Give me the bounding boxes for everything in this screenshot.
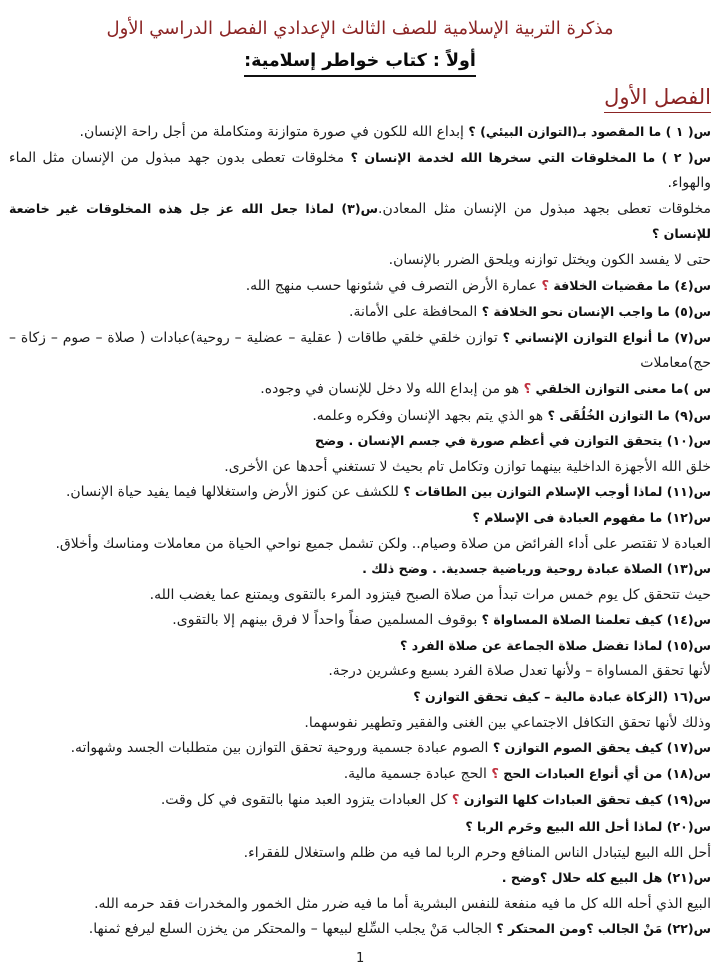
qa-line xyxy=(9,633,711,659)
question-label: س( ١ ) ما المقصود بـ(التوازن البيئي) ؟ xyxy=(468,124,711,139)
qa-line xyxy=(9,376,711,403)
question-label: س(٧) ما أنواع التوازن الإنساني ؟ xyxy=(502,329,711,345)
answer-text: العبادة لا تقتصر على أداء الفرائض من صلاة وصيام.. ولكن تشمل جميع نواحي الحياة من معاملات ومناسك وأخلاق. xyxy=(55,535,711,552)
question-label: س(١٧) كيف يحقق الصوم التوازن ؟ xyxy=(492,740,711,756)
answer-text: الجالب مَنْ يجلب السِّلع لبيعها – والمحتكر من يخزن السلع ليرفع ثمنها. xyxy=(88,921,497,938)
qa-line xyxy=(9,658,711,684)
answer-text: بوقوف المسلمين صفاً واحداً لا فرق بينهم إلا بالتقوى. xyxy=(172,612,482,629)
question-label: س(٢١) هل البيع كله حلال ؟وضح . xyxy=(501,870,711,886)
qa-line xyxy=(9,119,711,145)
answer-text: حتى لا يفسد الكون ويختل توازنه ويلحق الضرر بالإنسان. xyxy=(388,251,711,268)
answer-text: لأنها تحقق المساواة – ولأنها تعدل صلاة الفرد بسبع وعشرين درجة. xyxy=(328,663,711,680)
qa-line xyxy=(9,531,711,557)
qa-line xyxy=(9,454,711,480)
qa-line xyxy=(9,299,711,325)
qa-line xyxy=(9,273,711,300)
question-label: س( ٢ ) ما المخلوقات التي سخرها الله لخدمة الإنسان ؟ xyxy=(350,149,711,165)
answer-text: توازن خلقي خلقي طاقات ( عقلية – عضلية – روحية)عبادات ( صلاة – صوم – زكاة – حج)معاملات xyxy=(9,329,711,372)
answer-text: حيث تتحقق كل يوم خمس مرات تبدأ من صلاة الصبح فيتزود المرء بالتقوى ويمتنع عما يغضب الله. xyxy=(149,586,711,603)
question-label: س(١٢) ما مفهوم العبادة فى الإسلام ؟ xyxy=(472,509,711,525)
question-label: س(٥) ما واجب الإنسان نحو الخلافة ؟ xyxy=(481,304,711,320)
document-subtitle: أولاً : كتاب خواطر إسلامية: xyxy=(244,48,476,77)
question-mark-red: ؟ xyxy=(451,793,460,809)
question-mark-red: ؟ xyxy=(523,381,532,397)
answer-text: عمارة الأرض التصرف في شئونها حسب منهج الله. xyxy=(245,277,542,294)
answer-text: الحج عبادة جسمية مالية. xyxy=(343,765,492,782)
chapter-title-row xyxy=(9,83,711,113)
qa-line xyxy=(9,891,711,917)
answer-text: الصوم عبادة جسمية وروحية تحقق التوازن بين متطلبات الجسد وشهواته. xyxy=(70,740,493,757)
question-label: س(٢٠) لماذا أحل الله البيع وحَرم الربا ؟ xyxy=(465,819,711,835)
answer-text: خلق الله الأجهزة الداخلية بينهما توازن وتكامل تام بحيث لا تستغني أحدها عن الأخرى. xyxy=(224,458,711,475)
answer-text: مخلوقات تعطى بدون جهد مبذول من الإنسان مثل الماء والهواء. xyxy=(9,149,711,192)
chapter-title: الفصل الأول xyxy=(604,83,711,113)
qa-line xyxy=(9,865,711,891)
question-label: س(١٣) الصلاة عبادة روحية ورياضية جسدية. . وضح ذلك . xyxy=(362,561,711,577)
question-label: س(١٤) كيف تعلمنا الصلاة المساواة ؟ xyxy=(481,612,711,628)
answer-text: هو من إبداع الله ولا دخل للإنسان في وجوده. xyxy=(260,380,524,397)
question-list xyxy=(9,119,711,942)
answer-text: البيع الذي أحله الله كل ما فيه منفعة للنفس البشرية أما ما فيه ضرر مثل الخمور والمخدرات فقد حرمه الله. xyxy=(94,895,711,912)
document-subtitle-row xyxy=(9,48,711,77)
page-number: 1 xyxy=(355,950,365,966)
answer-text: إبداع الله للكون في صورة متوازنة ومتكاملة من أجل راحة الإنسان. xyxy=(79,124,469,140)
qa-line xyxy=(9,814,711,840)
qa-line xyxy=(9,505,711,531)
question-label: س(٩) ما التوازن الخُلُقَى ؟ xyxy=(547,407,711,423)
qa-line xyxy=(9,556,711,582)
qa-line xyxy=(9,916,711,942)
question-label: س(١٦ (الزكاة عبادة مالية – كيف تحقق التوازن ؟ xyxy=(413,689,711,705)
question-mark-red: ؟ xyxy=(491,766,499,782)
qa-line xyxy=(9,684,711,710)
answer-text: مخلوقات تعطى بجهد مبذول من الإنسان مثل المعادن. xyxy=(378,200,711,217)
qa-line xyxy=(9,710,711,736)
question-mark-red: ؟ xyxy=(541,278,549,294)
answer-text: هو الذي يتم بجهد الإنسان وفكره وعلمه. xyxy=(312,407,548,424)
qa-line xyxy=(9,428,711,454)
answer-text: وذلك لأنها تحقق التكافل الاجتماعي بين الغنى والفقير وتطهير نفوسهما. xyxy=(304,714,711,731)
document-header xyxy=(9,14,711,113)
question-label: س(١١) لماذا أوجب الإسلام التوازن بين الطاقات ؟ xyxy=(403,484,711,500)
answer-text: المحافظة على الأمانة. xyxy=(349,304,482,321)
qa-line xyxy=(9,196,711,247)
question-label: س(١٥) لماذا تفضل صلاة الجماعة عن صلاة الفرد ؟ xyxy=(400,637,711,653)
question-label: س(١٨) من أي أنواع العبادات الحج xyxy=(498,765,711,781)
qa-line xyxy=(9,479,711,505)
question-label: س )ما معنى التوازن الخلقي xyxy=(531,380,711,396)
qa-line xyxy=(9,145,711,196)
question-label: س(٤) ما مقضيات الخلافة xyxy=(548,277,711,293)
answer-text: للكشف عن كنوز الأرض واستغلالها فيما يفيد حياة الإنسان. xyxy=(65,484,404,501)
question-label: س(٣) لماذا جعل الله عز جل هذه المخلوقات غير خاضعة للإنسان ؟ xyxy=(9,200,711,242)
document-title: مذكرة التربية الإسلامية للصف الثالث الإعدادي الفصل الدراسي الأول xyxy=(106,18,614,39)
qa-line xyxy=(9,403,711,429)
qa-line xyxy=(9,761,711,788)
qa-line xyxy=(9,787,711,814)
question-label: س(١٠) يتحقق التوازن في أعظم صورة في جسم الإنسان . وضح xyxy=(314,433,711,449)
question-label: س(١٩) كيف تحقق العبادات كلها التوازن xyxy=(459,792,711,808)
answer-text: أحل الله البيع ليتبادل الناس المنافع وحرم الربا لما فيه من ظلم واستغلال للفقراء. xyxy=(243,844,711,861)
answer-text: كل العبادات يتزود العبد منها بالتقوى في كل وقت. xyxy=(160,792,452,809)
qa-line xyxy=(9,247,711,273)
question-label: س(٢٢) مَنْ الجالب ؟ومن المحتكر ؟ xyxy=(496,921,711,937)
qa-line xyxy=(9,582,711,608)
qa-line xyxy=(9,325,711,376)
qa-line xyxy=(9,840,711,866)
qa-line xyxy=(9,735,711,761)
qa-line xyxy=(9,607,711,633)
